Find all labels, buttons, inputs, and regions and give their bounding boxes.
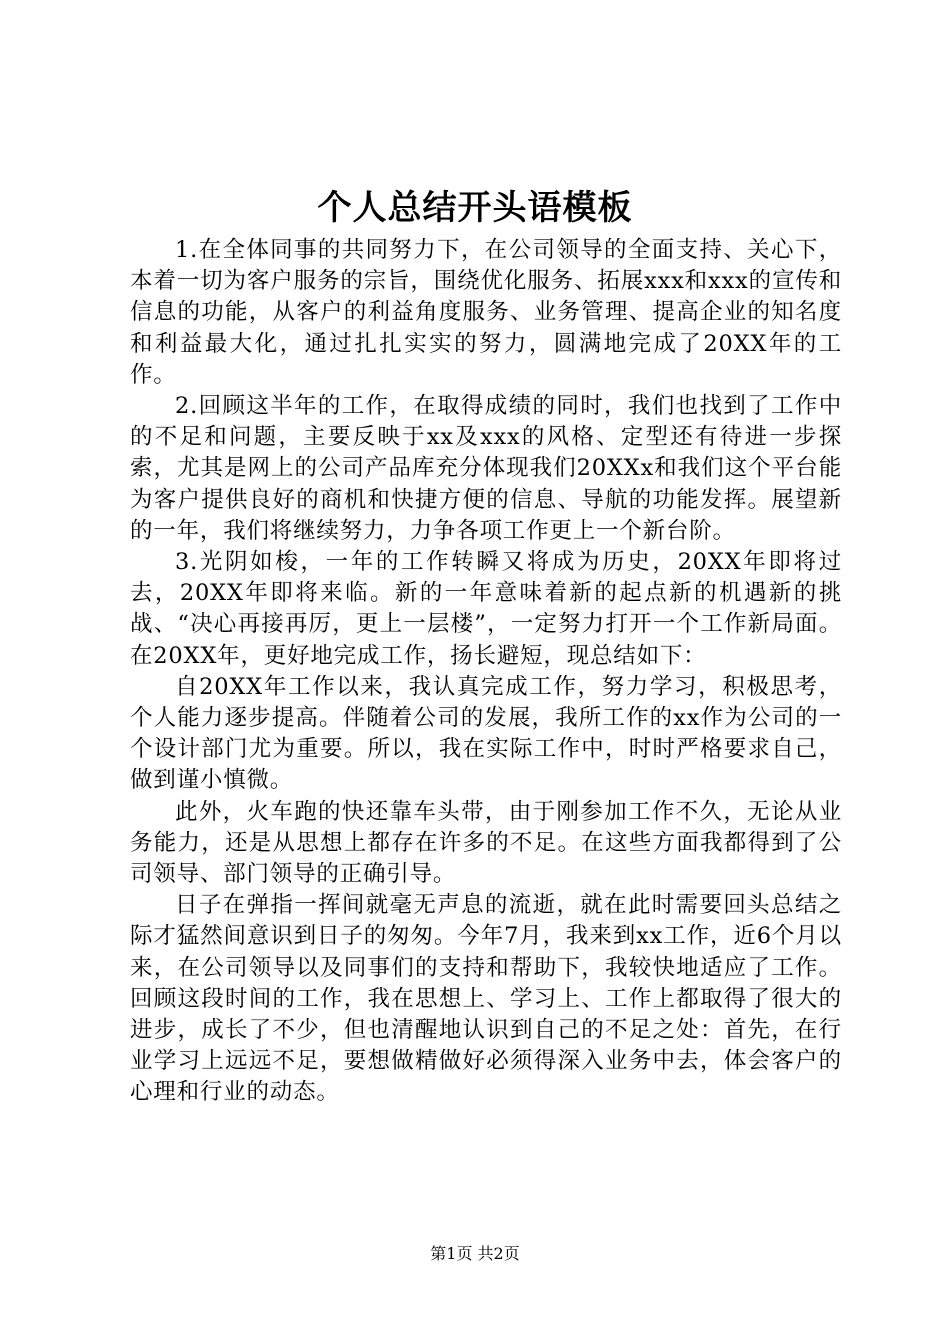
paragraph-6: 日子在弹指一挥间就毫无声息的流逝，就在此时需要回头总结之际才猛然间意识到日子的匆匆。今年7月，我来到xx工作，近6个月以来，在公司领导以及同事们的支持和帮助下，我较快地适应了工作。回顾这段时间的工作，我在思想上、学习上、工作上都取得了很大的进步，成长了不少，但也清醒地认识到自己的不足之处：首先，在行业学习上远远不足，要想做精做好必须得深入业务中去，体会客户的心理和行业的动态。 xyxy=(130,892,842,1106)
paragraph-3: 3.光阴如梭，一年的工作转瞬又将成为历史，20XX年即将过去，20XX年即将来临。新的一年意味着新的起点新的机遇新的挑战、“决心再接再厉，更上一层楼”，一定努力打开一个工作新局面。在20XX年，更好地完成工作，扬长避短，现总结如下： xyxy=(130,549,842,669)
document-body xyxy=(130,235,842,1109)
paragraph-4: 自20XX年工作以来，我认真完成工作，努力学习，积极思考，个人能力逐步提高。伴随着公司的发展，我所工作的xx作为公司的一个设计部门尤为重要。所以，我在实际工作中，时时严格要求自己，做到谨小慎微。 xyxy=(130,673,842,794)
paragraph-2: 2.回顾这半年的工作，在取得成绩的同时，我们也找到了工作中的不足和问题，主要反映于xx及xxx的风格、定型还有待进一步探索，尤其是网上的公司产品库充分体现我们20XXx和我们这个平台能为客户提供良好的商机和快捷方便的信息、导航的功能发挥。展望新的一年，我们将继续努力，力争各项工作更上一个新台阶。 xyxy=(130,393,842,544)
document-title: 个人总结开头语模板 xyxy=(317,188,633,228)
paragraph-1: 1.在全体同事的共同努力下，在公司领导的全面支持、关心下，本着一切为客户服务的宗旨，围绕优化服务、拓展xxx和xxx的宣传和信息的功能，从客户的利益角度服务、业务管理、提高企业的知名度和利益最大化，通过扎扎实实的努力，圆满地完成了20XX年的工作。 xyxy=(130,237,842,388)
paragraph-5: 此外，火车跑的快还靠车头带，由于刚参加工作不久，无论从业务能力，还是从思想上都存在许多的不足。在这些方面我都得到了公司领导、部门领导的正确引导。 xyxy=(130,798,842,888)
page-number-footer: 第1页 共2页 xyxy=(430,1244,520,1263)
